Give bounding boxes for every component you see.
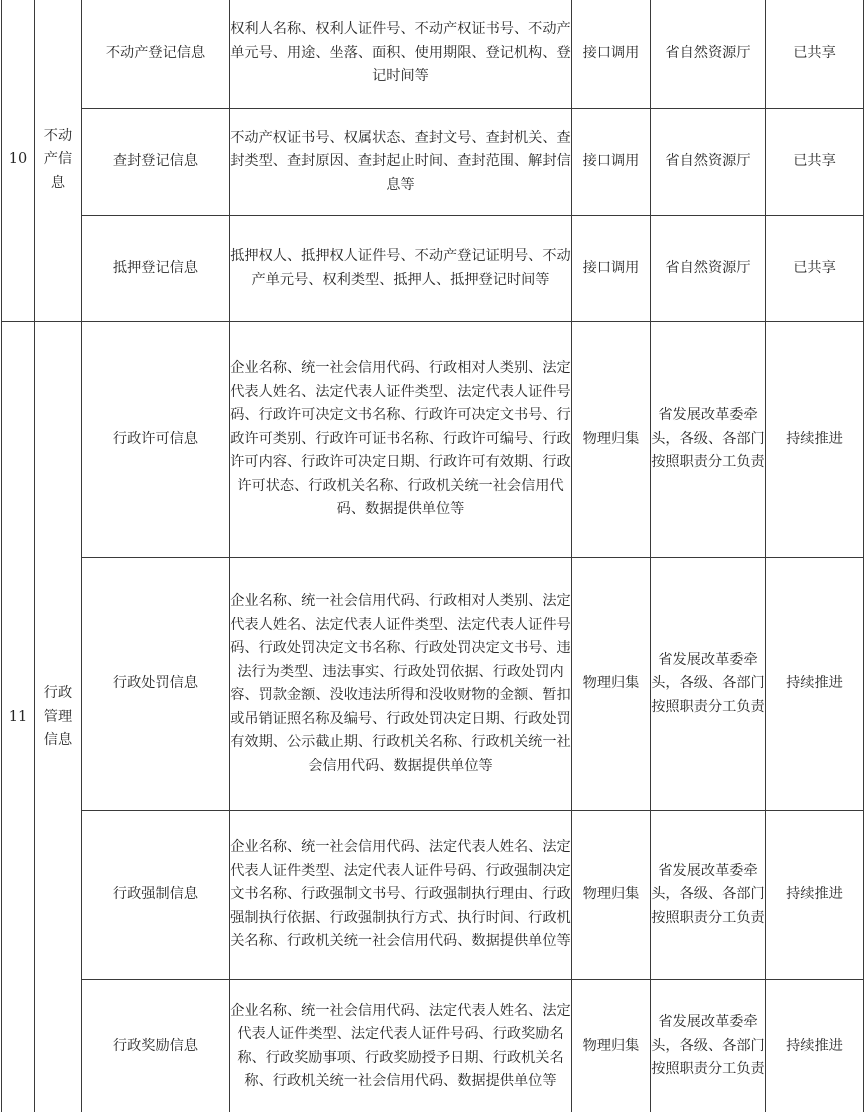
responsible-department: 省发展改革委牵头，各级、各部门按照职责分工负责 xyxy=(651,558,766,811)
item-name: 抵押登记信息 xyxy=(82,216,230,322)
responsible-department: 省自然资源厅 xyxy=(651,216,766,322)
item-name: 行政奖励信息 xyxy=(82,980,230,1112)
status-cell: 持续推进 xyxy=(766,980,864,1112)
item-name: 不动产登记信息 xyxy=(82,0,230,109)
table-row xyxy=(2,322,864,558)
status-cell: 已共享 xyxy=(766,109,864,216)
responsible-department: 省自然资源厅 xyxy=(651,0,766,109)
data-sharing-table xyxy=(1,0,864,1112)
responsible-department: 省发展改革委牵头，各级、各部门按照职责分工负责 xyxy=(651,980,766,1112)
sharing-method: 物理归集 xyxy=(572,322,651,558)
status-cell: 持续推进 xyxy=(766,322,864,558)
status-cell: 持续推进 xyxy=(766,811,864,980)
table-row xyxy=(2,558,864,811)
item-content: 不动产权证书号、权属状态、查封文号、查封机关、查封类型、查封原因、查封起止时间、查封范围、解封信息等 xyxy=(230,109,572,216)
table-row xyxy=(2,980,864,1112)
item-content: 企业名称、统一社会信用代码、法定代表人姓名、法定代表人证件类型、法定代表人证件号码、行政强制决定文书名称、行政强制文书号、行政强制执行理由、行政强制执行依据、行政强制执行方式、执行时间、行政机关名称、行政机关统一社会信用代码、数据提供单位等 xyxy=(230,811,572,980)
responsible-department: 省自然资源厅 xyxy=(651,109,766,216)
category-label: 行政管理信息 xyxy=(43,685,73,749)
table-row xyxy=(2,216,864,322)
item-name: 查封登记信息 xyxy=(82,109,230,216)
table-row xyxy=(2,811,864,980)
sharing-method: 物理归集 xyxy=(572,980,651,1112)
table-row xyxy=(2,109,864,216)
responsible-department: 省发展改革委牵头，各级、各部门按照职责分工负责 xyxy=(651,811,766,980)
item-content: 企业名称、统一社会信用代码、行政相对人类别、法定代表人姓名、法定代表人证件类型、法定代表人证件号码、行政许可决定文书名称、行政许可决定文书号、行政许可类别、行政许可证书名称、行政许可编号、行政许可内容、行政许可决定日期、行政许可有效期、行政许可状态、行政机关名称、行政机关统一社会信用代码、数据提供单位等 xyxy=(230,322,572,558)
item-content: 企业名称、统一社会信用代码、行政相对人类别、法定代表人姓名、法定代表人证件类型、法定代表人证件号码、行政处罚决定文书名称、行政处罚决定文书号、违法行为类型、违法事实、行政处罚依据、行政处罚内容、罚款金额、没收违法所得和没收财物的金额、暂扣或吊销证照名称及编号、行政处罚决定日期、行政处罚有效期、公示截止期、行政机关名称、行政机关统一社会信用代码、数据提供单位等 xyxy=(230,558,572,811)
category-cell xyxy=(35,0,82,322)
row-number: 11 xyxy=(2,322,35,1112)
status-cell: 已共享 xyxy=(766,216,864,322)
sharing-method: 物理归集 xyxy=(572,558,651,811)
table-row xyxy=(2,0,864,109)
item-content: 抵押权人、抵押权人证件号、不动产登记证明号、不动产单元号、权利类型、抵押人、抵押登记时间等 xyxy=(230,216,572,322)
sharing-method: 物理归集 xyxy=(572,811,651,980)
responsible-department: 省发展改革委牵头，各级、各部门按照职责分工负责 xyxy=(651,322,766,558)
item-content: 权利人名称、权利人证件号、不动产权证书号、不动产单元号、用途、坐落、面积、使用期限、登记机构、登记时间等 xyxy=(230,0,572,109)
status-cell: 已共享 xyxy=(766,0,864,109)
sharing-method: 接口调用 xyxy=(572,0,651,109)
item-name: 行政许可信息 xyxy=(82,322,230,558)
item-name: 行政强制信息 xyxy=(82,811,230,980)
row-number: 10 xyxy=(2,0,35,322)
sharing-method: 接口调用 xyxy=(572,109,651,216)
sharing-method: 接口调用 xyxy=(572,216,651,322)
item-name: 行政处罚信息 xyxy=(82,558,230,811)
status-cell: 持续推进 xyxy=(766,558,864,811)
category-cell xyxy=(35,322,82,1112)
item-content: 企业名称、统一社会信用代码、法定代表人姓名、法定代表人证件类型、法定代表人证件号码、行政奖励名称、行政奖励事项、行政奖励授予日期、行政机关名称、行政机关统一社会信用代码、数据提供单位等 xyxy=(230,980,572,1112)
category-label: 不动产信息 xyxy=(43,127,73,191)
